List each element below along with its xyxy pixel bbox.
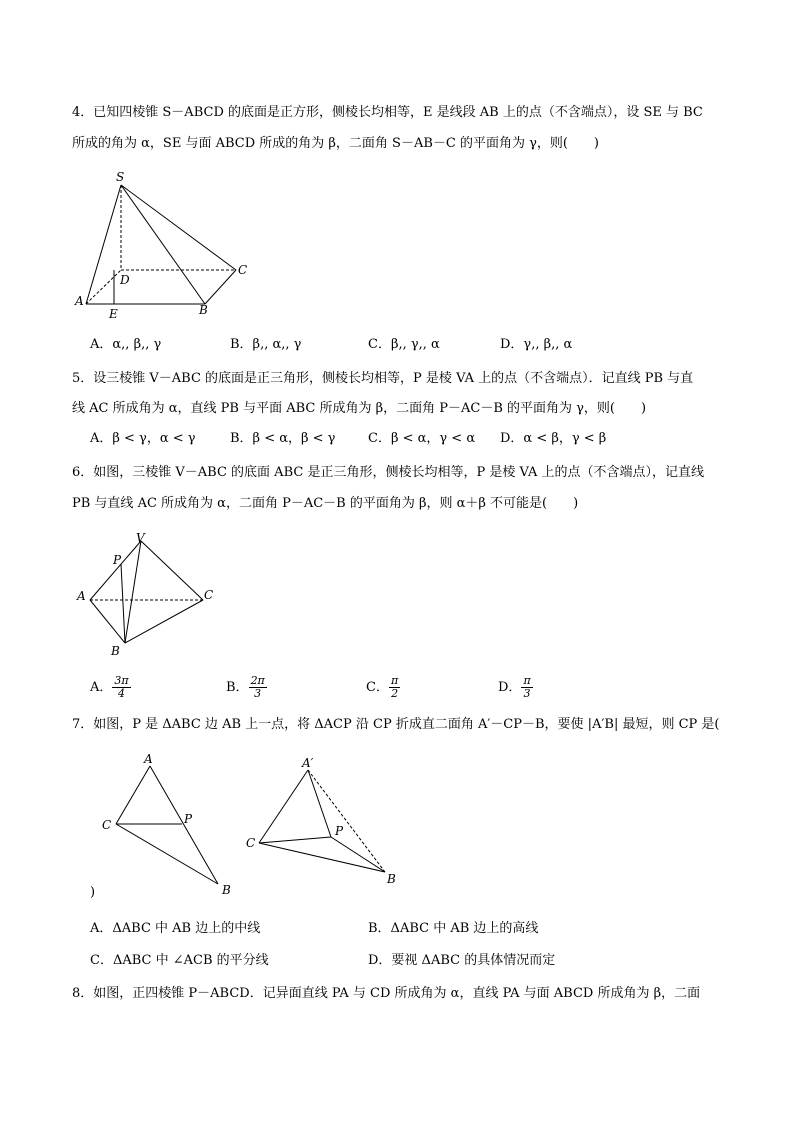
q4-pyramid-figure bbox=[70, 168, 260, 323]
q6-stem-line2: PB 与直线 AC 所成角为 α，二面角 P－AC－B 的平面角为 β，则 α＋β 不可能是( ) bbox=[72, 496, 579, 511]
q4-option-d[interactable]: D．γ,, β,, α bbox=[500, 337, 573, 352]
q6-option-a-num: 3π bbox=[114, 674, 129, 687]
q8-stem-line1: 8．如图，正四棱锥 P－ABCD．记异面直线 PA 与 CD 所成角为 α，直线 PA 与面 ABCD 所成角为 β，二面 bbox=[72, 986, 701, 1001]
q4-stem-line1: 4．已知四棱锥 S－ABCD 的底面是正方形，侧棱长均相等，E 是线段 AB 上的点（不含端点），设 SE 与 BC bbox=[72, 105, 703, 120]
q6-stem-line1: 6．如图，三棱锥 V－ABC 的底面 ABC 是正三角形，侧棱长均相等，P 是棱 VA 上的点（不含端点），记直线 bbox=[72, 465, 704, 480]
q4-stem-line2: 所成的角为 α，SE 与面 ABCD 所成的角为 β，二面角 S－AB－C 的平面角为 γ，则( ) bbox=[72, 136, 600, 151]
q6-option-d-num: π bbox=[523, 674, 531, 687]
q7-fig2-label-b: B bbox=[387, 872, 396, 886]
q7-triangle-figure bbox=[95, 748, 245, 898]
q6-option-c[interactable] bbox=[366, 675, 400, 700]
q7-option-c[interactable]: C．ΔABC 中 ∠ACB 的平分线 bbox=[90, 953, 269, 968]
q6-option-a[interactable] bbox=[90, 675, 131, 700]
q7-fig2-label-a: A′ bbox=[302, 756, 314, 770]
q6-label-v: V bbox=[136, 531, 145, 545]
q6-option-b-num: 2π bbox=[250, 674, 265, 687]
q5-stem-line2: 线 AC 所成角为 α，直线 PB 与平面 ABC 所成角为 β，二面角 P－AC－B 的平面角为 γ，则( ) bbox=[72, 401, 647, 416]
q6-label-b: B bbox=[111, 644, 120, 658]
q6-option-d-letter: D． bbox=[498, 680, 522, 695]
q6-label-p: P bbox=[113, 553, 122, 567]
q7-fig2-label-p: P bbox=[335, 824, 344, 838]
q7-fig1-label-c: C bbox=[102, 818, 112, 832]
q6-label-c: C bbox=[204, 588, 214, 602]
q4-label-s: S bbox=[116, 170, 125, 184]
q6-option-a-den: 4 bbox=[118, 687, 125, 700]
q7-stem-line1: 7．如图，P 是 ΔABC 边 AB 上一点，将 ΔACP 沿 CP 折成直二面角 A′－CP－B，要使 |A′B| 最短，则 CP 是( bbox=[72, 717, 720, 732]
q4-label-c: C bbox=[238, 263, 248, 277]
q4-label-a: A bbox=[75, 294, 84, 308]
q6-option-d-den: 3 bbox=[523, 687, 531, 700]
q6-pyramid-figure bbox=[70, 528, 230, 660]
q7-option-d[interactable]: D．要视 ΔABC 的具体情况而定 bbox=[368, 953, 556, 968]
q6-option-c-den: 2 bbox=[391, 687, 399, 700]
q5-option-c[interactable]: C．β < α，γ < α bbox=[368, 431, 476, 446]
q7-fig1-label-b: B bbox=[222, 883, 231, 897]
q7-fig1-label-a: A bbox=[144, 752, 153, 766]
q6-option-d[interactable] bbox=[498, 675, 533, 700]
q6-option-c-num: π bbox=[390, 674, 399, 687]
q6-option-b[interactable] bbox=[226, 675, 267, 700]
q5-option-d[interactable]: D．α < β，γ < β bbox=[500, 431, 607, 446]
q6-option-c-letter: C． bbox=[366, 680, 389, 695]
q7-option-b[interactable]: B．ΔABC 中 AB 边上的高线 bbox=[368, 921, 539, 936]
q5-option-a[interactable]: A．β < γ，α < γ bbox=[90, 431, 196, 446]
q4-label-d: D bbox=[120, 273, 130, 287]
q6-option-b-letter: B． bbox=[226, 680, 249, 695]
q6-option-b-den: 3 bbox=[254, 687, 262, 700]
q5-stem-line1: 5．设三棱锥 V－ABC 的底面是正三角形，侧棱长均相等，P 是棱 VA 上的点（不含端点）．记直线 PB 与直 bbox=[72, 371, 694, 386]
q4-label-b: B bbox=[199, 303, 208, 317]
q7-folded-figure bbox=[240, 748, 410, 890]
q6-option-a-letter: A． bbox=[90, 680, 113, 695]
q4-option-b[interactable]: B．β,, α,, γ bbox=[230, 337, 302, 352]
q4-option-c[interactable]: C．β,, γ,, α bbox=[368, 337, 440, 352]
q7-fig1-label-p: P bbox=[184, 812, 193, 826]
q4-label-e: E bbox=[109, 307, 118, 321]
q7-fig2-label-c: C bbox=[246, 836, 256, 850]
q7-option-a[interactable]: A．ΔABC 中 AB 边上的中线 bbox=[90, 921, 261, 936]
q4-option-a[interactable]: A．α,, β,, γ bbox=[90, 337, 162, 352]
q6-label-a: A bbox=[77, 589, 86, 603]
q5-option-b[interactable]: B．β < α，β < γ bbox=[230, 431, 336, 446]
q7-stem-tail: ) bbox=[90, 885, 96, 900]
